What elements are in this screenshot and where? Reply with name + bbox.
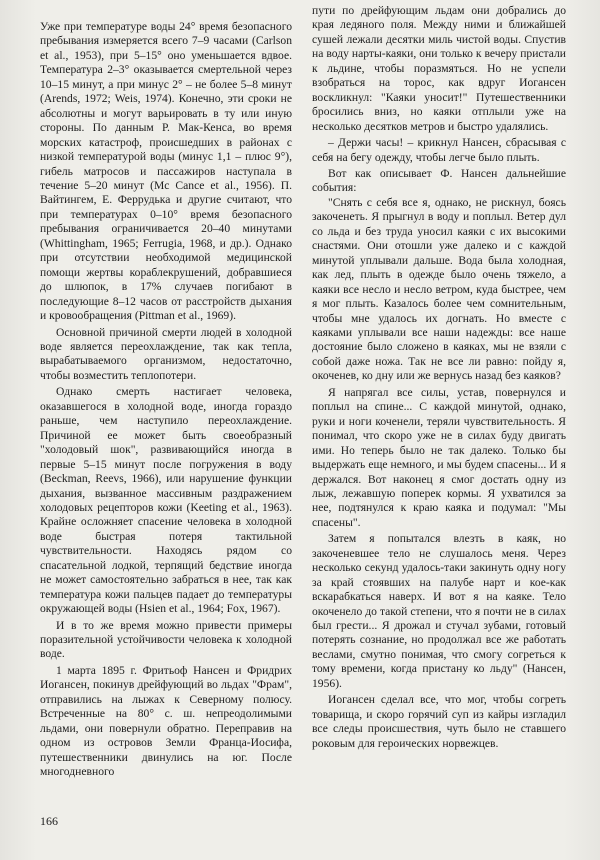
right-text-column	[312, 4, 566, 751]
quote-paragraph: Затем я попытался влезть в каяк, но закоченевшее тело не слушалось меня. Через несколько секунд удалось-таки закинуть одну ногу за край стоявших на палубе нарт и кое-как вскарабкаться наверх. И вот я на каяке. Тело окоченело до такой степени, что я почти не в силах был грести... Я дрожал и стучал зубами, готовый потерять сознание, но продолжал все же работать веслами, смутно понимая, что смогу согреться к тому времени, когда пристану ко льду" (Нансен, 1956).	[312, 532, 566, 690]
paragraph: Основной причиной смерти людей в холодной воде является переохлаждение, так как тепла, вырабатываемого организмом, недостаточно, чтобы возместить теплопотери.	[40, 325, 292, 382]
paragraph: Однако смерть настигает человека, оказавшегося в холодной воде, иногда гораздо раньше, чем наступило переохлаждение. Причиной ее может быть своеобразный "холодовый шок", развивающийся иногда в первые 5–15 минут после погружения в воду (Beckman, Reevs, 1966), или нарушение функции дыхания, вызванное массивным раздражением холодовых рецепторов кожи (Keeting et al., 1963). Крайне осложняет спасение человека в холодной воде быстрая потеря тактильной чувствительности. Находясь рядом со спасательной лодкой, терпящий бедствие иногда не может самостоятельно забраться в нее, так как температура кожи пальцев падает до температуры окружающей воды (Hsien et al., 1964; Fox, 1967).	[40, 385, 292, 616]
paragraph: – Держи часы! – крикнул Нансен, сбрасывая с себя на бегу одежду, чтобы легче было плыть.	[312, 136, 566, 164]
paragraph: И в то же время можно привести примеры поразительной устойчивости человека к холодной воде.	[40, 618, 292, 661]
quote-paragraph: Я напрягал все силы, устав, повернулся и поплыл на спине... С каждой минутой, однако, руки и ноги коченели, теряли чувствительность. Я понимал, что скоро уже не в силах буду двигать ими. Но теперь было не так далеко. Только бы выдержать еще немного, и мы будем спасены... И я держался. Вот наконец я смог достать одну из лыж, лежавшую поперек кормы. Я ухватился за нее, подтянулся к краю каяка и подумал: "Мы спасены".	[312, 385, 566, 529]
left-text-column	[40, 20, 292, 780]
quote-paragraph: "Снять с себя все я, однако, не рискнул, боясь закоченеть. Я прыгнул в воду и поплыл. Ветер дул со льда и без труда уносил каяки с их высокими снастями. Они отошли уже далеко и с каждой минутой уплывали дальше. Вода была холодная, как лед, плыть в одежде было очень тяжело, а каяки все несло и несло ветром, куда быстрее, чем я мог плыть. Казалось более чем сомнительным, чтобы мне удалось их догнать. Но вместе с каяками уплывали все наши надежды: все наше достояние было сложено в каяках, мы не взяли с собой даже ножа. Так не все ли равно: пойду я, окоченев, ко дну или же вернусь назад без каяков?	[312, 195, 566, 383]
paragraph: Вот как описывает Ф. Нансен дальнейшие события:	[312, 166, 566, 195]
paragraph: Иогансен сделал все, что мог, чтобы согреть товарища, и скоро горячий суп из кайры изгладил все следы происшествия, чуть было не ставшего роковым для героических норвежцев.	[312, 693, 566, 750]
page-number: 166	[40, 814, 58, 828]
paragraph: пути по дрейфующим льдам они добрались до края ледяного поля. Между ними и ближайшей сушей лежали десятки миль чистой воды. Спустив на воду нарты-каяки, они только к вечеру пристали к льдине, чтобы поразмяться. Но не успели взобраться на торос, как вдруг Иогансен воскликнул: "Каяки уносит!" Путешественники бросились вниз, но каяки отплыли уже на несколько десятков метров и быстро удалялись.	[312, 4, 566, 133]
paragraph: 1 марта 1895 г. Фритьоф Нансен и Фридрих Иогансен, покинув дрейфующий во льдах "Фрам", отправились на лыжах к Северному полюсу. Встреченные на 80° с. ш. непреодолимыми льдами, они повернули обратно. Переправив на одном из островов Земли Франца-Иосифа, путешественники двинулись на юг. После многодневного	[40, 663, 292, 779]
paragraph: Уже при температуре воды 24° время безопасного пребывания измеряется всего 7–9 часами (Carlson et al., 1953), при 5–15° оно уменьшается вдвое. Температура 2–3° оказывается смертельной через 10–15 минут, а при минус 2° – не более 5–8 минут (Arends, 1972; Weis, 1974). Конечно, эти сроки не абсолютны и могут варьировать в ту или иную стороны. По данным Р. Мак-Кенса, во время морских катастроф, происшедших в районах с низкой температурой воды (минус 1,1 – плюс 9°), гибель матросов и пассажиров наступала в течение 5–20 минут (Mc Cance et al., 1956). П. Вайтингем, Е. Феррудька и другие считают, что при температурах 0–10° время безопасного пребывания ограничивается 20–40 минутами (Whittingham, 1965; Ferrugia, 1968, и др.). Однако при отсутствии необходимой медицинской помощи жертвы кораблекрушений, добравшиеся до шлюпок, в 17% случаев погибают в последующие 8–12 часов от расстройств дыхания и кровообращения (Pittman et al., 1969).	[40, 20, 292, 323]
